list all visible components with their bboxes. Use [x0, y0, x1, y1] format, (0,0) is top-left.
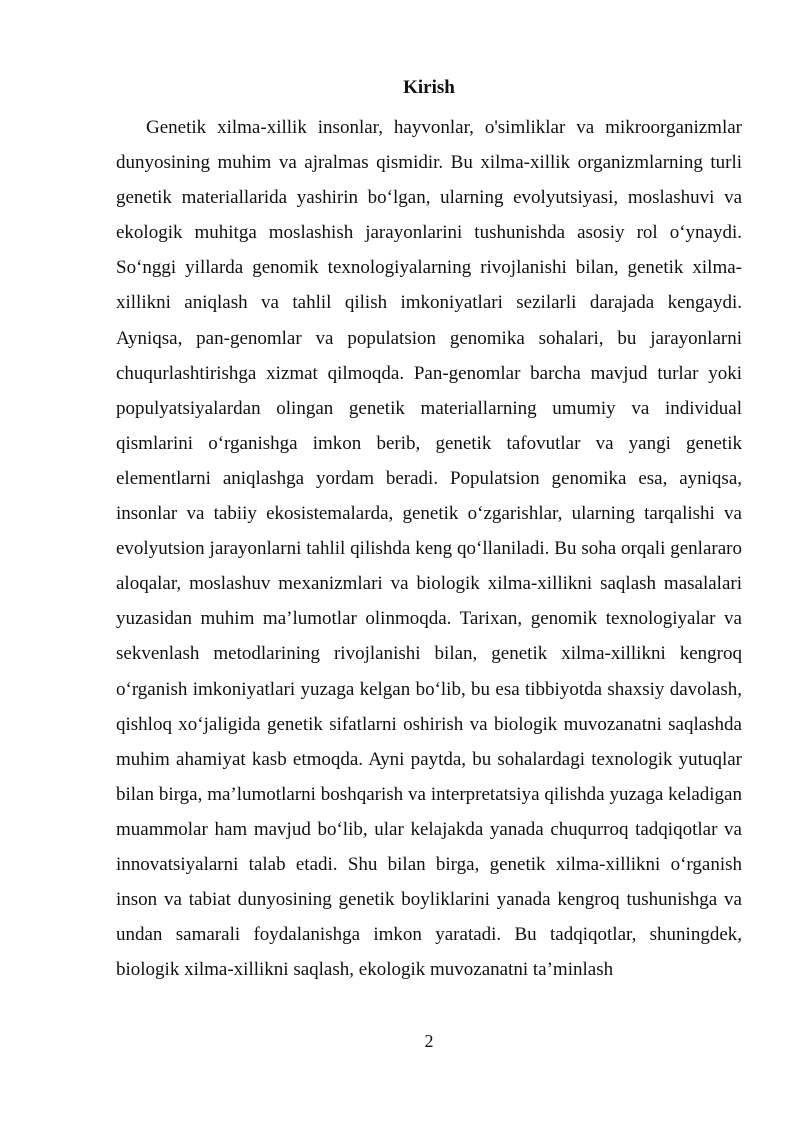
page-title: Kirish	[403, 77, 455, 98]
body-paragraph: Genetik xilma-xillik insonlar, hayvonlar, o'simliklar va mikroorganizmlar dunyosining muhim va ajralmas qismidir. Bu xilma-xillik organizmlarning turli genetik materiallarida yashirin bo‘lgan, ularning evolyutsiyasi, moslashuvi va ekologik muhitga moslashish jarayonlarini tushunishda asosiy rol o‘ynaydi. So‘nggi yillarda genomik texnologiyalarning rivojlanishi bilan, genetik xilma-xillikni aniqlash va tahlil qilish imkoniyatlari sezilarli darajada kengaydi. Ayniqsa, pan-genomlar va populatsion genomika sohalari, bu jarayonlarni chuqurlashtirishga xizmat qilmoqda. Pan-genomlar barcha mavjud turlar yoki populyatsiyalardan olingan genetik materiallarning umumiy va individual qismlarini o‘rganishga imkon berib, genetik tafovutlar va yangi genetik elementlarni aniqlashga yordam beradi. Populatsion genomika esa, ayniqsa, insonlar va tabiiy ekosistemalarda, genetik o‘zgarishlar, ularning tarqalishi va evolyutsion jarayonlarni tahlil qilishda keng qo‘llaniladi. Bu soha orqali genlararo aloqalar, moslashuv mexanizmlari va biologik xilma-xillikni saqlash masalalari yuzasidan muhim ma’lumotlar olinmoqda. Tarixan, genomik texnologiyalar va sekvenlash metodlarining rivojlanishi bilan, genetik xilma-xillikni kengroq o‘rganish imkoniyatlari yuzaga kelgan bo‘lib, bu esa tibbiyotda shaxsiy davolash, qishloq xo‘jaligida genetik sifatlarni oshirish va biologik muvozanatni saqlashda muhim ahamiyat kasb etmoqda. Ayni paytda, bu sohalardagi texnologik yutuqlar bilan birga, ma’lumotlarni boshqarish va interpretatsiya qilishda yuzaga keladigan muammolar ham mavjud bo‘lib, ular kelajakda yanada chuqurroq tadqiqotlar va innovatsiyalarni talab etadi. Shu bilan birga, genetik xilma-xillikni o‘rganish inson va tabiat dunyosining genetik boyliklarini yanada kengroq tushunishga va undan samarali foydalanishga imkon yaratadi. Bu tadqiqotlar, shuningdek, biologik xilma-xillikni saqlash, ekologik muvozanatni ta’minlash	[116, 117, 742, 981]
page-number: 2	[424, 1031, 434, 1051]
heading-container	[116, 76, 742, 100]
